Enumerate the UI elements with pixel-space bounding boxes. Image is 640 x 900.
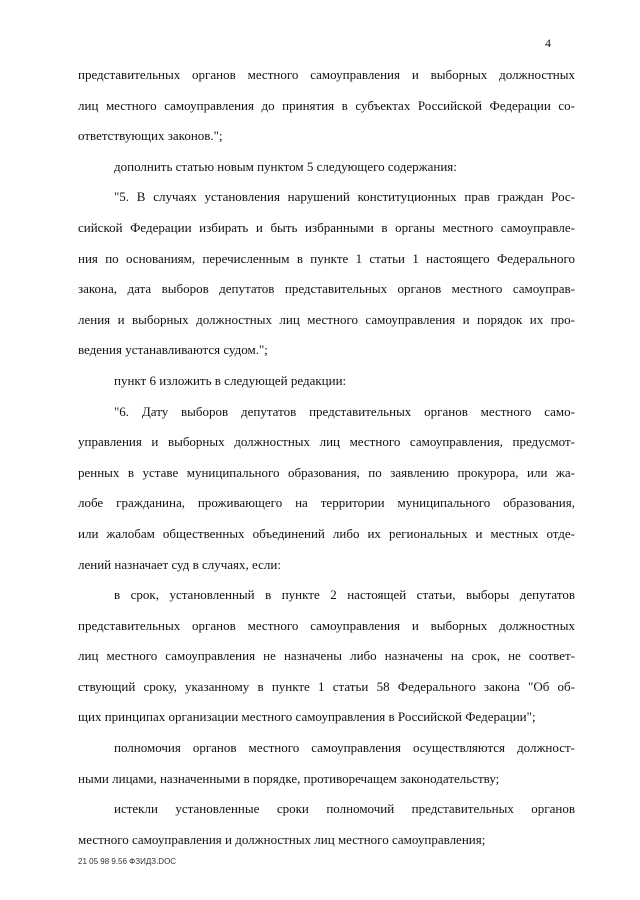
text-line: пункт 6 изложить в следующей редакции:: [114, 372, 347, 388]
text-line: полномочия органов местного самоуправления осуществляются должност-: [114, 740, 575, 756]
paragraph: [78, 60, 575, 152]
paragraph: [78, 182, 575, 366]
text-line: представительных органов местного самоуправления и выборных должностных: [78, 67, 575, 82]
text-line: лиц местного самоуправления не назначены либо назначены на срок, не соответ-: [78, 648, 575, 664]
paragraph: [78, 366, 575, 397]
text-line: истекли установленные сроки полномочий представительных органов: [114, 801, 575, 817]
paragraph: [78, 580, 575, 733]
paragraph: [78, 397, 575, 581]
text-line: сийской Федерации избирать и быть избранными в органы местного самоуправле-: [78, 219, 575, 235]
text-line: ными лицами, назначенными в порядке, противоречащем законодательству;: [78, 770, 500, 786]
text-line: ствующий сроку, указанному в пункте 1 статьи 58 Федерального закона "Об об-: [78, 678, 575, 694]
text-line: ведения устанавливаются судом.";: [78, 342, 268, 358]
file-footer: 21 05 98 9.56 ФЗИДЗ.DOC: [78, 857, 177, 866]
text-line: в срок, установленный в пункте 2 настоящей статьи, выборы депутатов: [114, 587, 575, 603]
paragraph: [78, 794, 575, 855]
text-line: ния по основаниям, перечисленным в пункте 1 статьи 1 настоящего Федерального: [78, 250, 575, 266]
text-line: щих принципах организации местного самоуправления в Российской Федерации";: [78, 709, 536, 725]
text-line: ления и выборных должностных лиц местного самоуправления и порядок их про-: [78, 311, 575, 327]
text-line: "6. Дату выборов депутатов представительных органов местного само-: [114, 403, 575, 419]
text-line: местного самоуправления и должностных лиц местного самоуправления;: [78, 831, 486, 847]
page-number: 4: [545, 36, 551, 50]
text-line: лобе гражданина, проживающего на территории муниципального образования,: [78, 495, 575, 511]
text-line: дополнить статью новым пунктом 5 следующего содержания:: [114, 158, 457, 174]
text-line: представительных органов местного самоуправления и выборных должностных: [78, 617, 575, 633]
text-line: ренных в уставе муниципального образования, по заявлению прокурора, или жа-: [78, 464, 575, 480]
text-line: лений назначает суд в случаях, если:: [78, 556, 281, 572]
paragraph: [78, 152, 575, 183]
document-body: [78, 60, 575, 855]
text-line: "5. В случаях установления нарушений конституционных прав граждан Рос-: [114, 189, 575, 205]
text-line: лиц местного самоуправления до принятия в субъектах Российской Федерации со-: [78, 97, 575, 113]
text-line: или жалобам общественных объединений либо их региональных и местных отде-: [78, 525, 575, 541]
text-line: управления и выборных должностных лиц местного самоуправления, предусмот-: [78, 434, 575, 450]
text-line: ответствующих законов.";: [78, 128, 223, 144]
paragraph: [78, 733, 575, 794]
text-line: закона, дата выборов депутатов представительных органов местного самоуправ-: [78, 281, 575, 297]
